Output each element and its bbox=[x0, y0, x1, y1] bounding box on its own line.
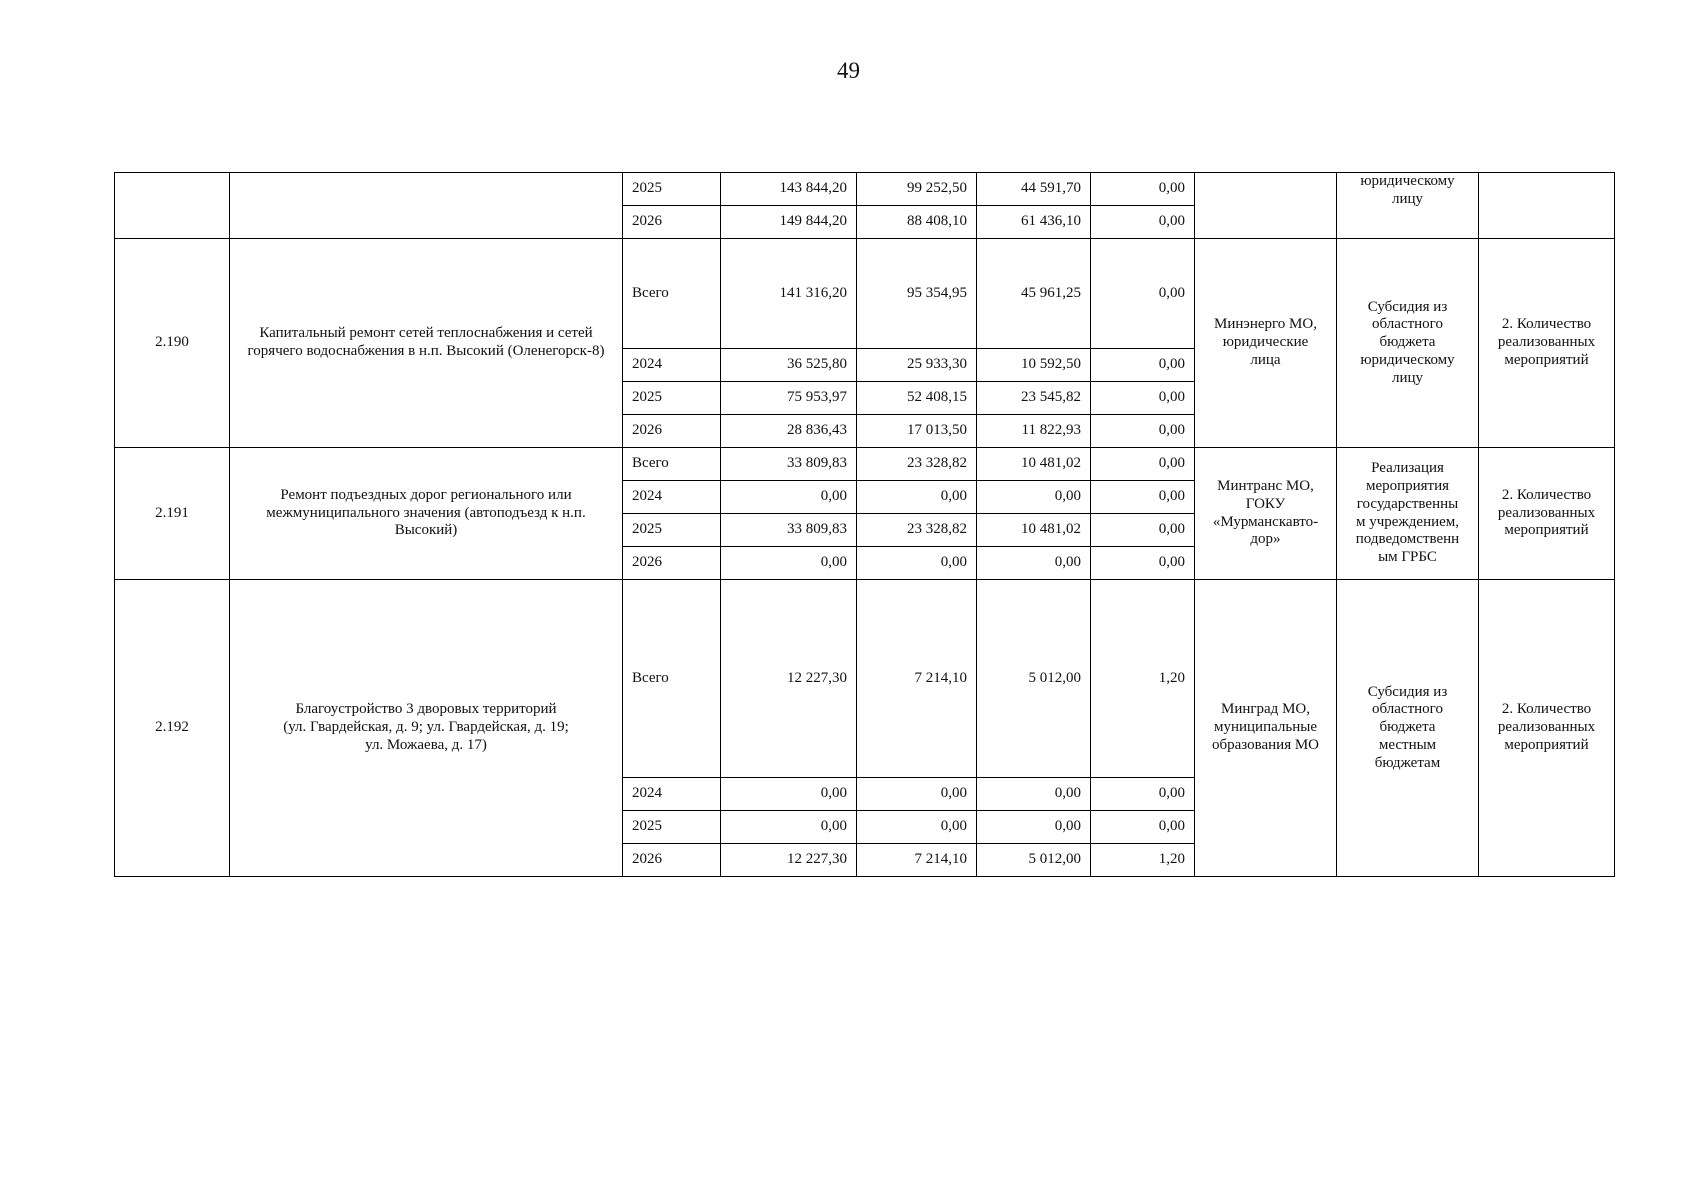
amount-cell: 5 012,00 bbox=[977, 580, 1091, 778]
amount-cell: 0,00 bbox=[977, 778, 1091, 811]
table-row bbox=[115, 239, 1615, 349]
funding-form-cell: Реализация мероприятия государственны м учреждением, подведомственн ым ГРБС bbox=[1337, 448, 1479, 580]
total-amount-cell: 12 227,30 bbox=[721, 580, 857, 778]
table-row bbox=[115, 580, 1615, 778]
indicator-cell: 2. Количество реализованных мероприятий bbox=[1479, 239, 1615, 448]
amount-cell: 0,00 bbox=[857, 481, 977, 514]
year-cell: 2026 bbox=[623, 844, 721, 877]
item-name-cell: Благоустройство 3 дворовых территорий (ул. Гвардейская, д. 9; ул. Гвардейская, д. 19; ул. Можаева, д. 17) bbox=[230, 580, 623, 877]
year-cell: 2025 bbox=[623, 382, 721, 415]
executor-cell bbox=[1195, 173, 1337, 239]
amount-cell: 1,20 bbox=[1091, 580, 1195, 778]
amount-cell: 0,00 bbox=[977, 481, 1091, 514]
item-number-cell: 2.190 bbox=[115, 239, 230, 448]
amount-cell: 7 214,10 bbox=[857, 580, 977, 778]
amount-cell: 10 481,02 bbox=[977, 448, 1091, 481]
executor-cell: Минград МО, муниципальные образования МО bbox=[1195, 580, 1337, 877]
table-row bbox=[115, 173, 1615, 206]
year-cell: 2024 bbox=[623, 778, 721, 811]
total-amount-cell: 143 844,20 bbox=[721, 173, 857, 206]
total-amount-cell: 0,00 bbox=[721, 481, 857, 514]
total-amount-cell: 0,00 bbox=[721, 811, 857, 844]
amount-cell: 0,00 bbox=[1091, 811, 1195, 844]
total-amount-cell: 0,00 bbox=[721, 778, 857, 811]
year-cell: 2024 bbox=[623, 349, 721, 382]
amount-cell: 1,20 bbox=[1091, 844, 1195, 877]
page-number: 49 bbox=[837, 58, 860, 83]
amount-cell: 88 408,10 bbox=[857, 206, 977, 239]
amount-cell: 10 592,50 bbox=[977, 349, 1091, 382]
amount-cell: 0,00 bbox=[1091, 173, 1195, 206]
total-amount-cell: 149 844,20 bbox=[721, 206, 857, 239]
year-cell: 2024 bbox=[623, 481, 721, 514]
executor-cell: Минэнерго МО, юридические лица bbox=[1195, 239, 1337, 448]
amount-cell: 0,00 bbox=[1091, 239, 1195, 349]
amount-cell: 23 545,82 bbox=[977, 382, 1091, 415]
funding-form-cell: Субсидия из областного бюджета местным бюджетам bbox=[1337, 580, 1479, 877]
item-name-cell: Ремонт подъездных дорог регионального или межмуниципального значения (автоподъезд к н.п. Высокий) bbox=[230, 448, 623, 580]
year-cell: 2025 bbox=[623, 173, 721, 206]
funding-form-cell: Субсидия из областного бюджета юридическому лицу bbox=[1337, 239, 1479, 448]
amount-cell: 0,00 bbox=[1091, 514, 1195, 547]
year-cell: 2026 bbox=[623, 206, 721, 239]
amount-cell: 99 252,50 bbox=[857, 173, 977, 206]
amount-cell: 0,00 bbox=[857, 547, 977, 580]
amount-cell: 10 481,02 bbox=[977, 514, 1091, 547]
amount-cell: 44 591,70 bbox=[977, 173, 1091, 206]
amount-cell: 0,00 bbox=[1091, 448, 1195, 481]
amount-cell: 45 961,25 bbox=[977, 239, 1091, 349]
amount-cell: 61 436,10 bbox=[977, 206, 1091, 239]
year-cell: 2025 bbox=[623, 811, 721, 844]
item-name-cell: Капитальный ремонт сетей теплоснабжения и сетей горячего водоснабжения в н.п. Высокий (Оленегорск-8) bbox=[230, 239, 623, 448]
total-amount-cell: 0,00 bbox=[721, 547, 857, 580]
amount-cell: 5 012,00 bbox=[977, 844, 1091, 877]
item-number-cell: 2.192 bbox=[115, 580, 230, 877]
amount-cell: 23 328,82 bbox=[857, 514, 977, 547]
funding-form-cell: юридическому лицу bbox=[1337, 173, 1479, 239]
amount-cell: 0,00 bbox=[1091, 547, 1195, 580]
amount-cell: 52 408,15 bbox=[857, 382, 977, 415]
total-amount-cell: 75 953,97 bbox=[721, 382, 857, 415]
item-name-cell bbox=[230, 173, 623, 239]
amount-cell: 0,00 bbox=[1091, 415, 1195, 448]
amount-cell: 0,00 bbox=[977, 811, 1091, 844]
amount-cell: 11 822,93 bbox=[977, 415, 1091, 448]
year-cell: 2025 bbox=[623, 514, 721, 547]
year-cell: Всего bbox=[623, 448, 721, 481]
year-cell: Всего bbox=[623, 239, 721, 349]
amount-cell: 7 214,10 bbox=[857, 844, 977, 877]
total-amount-cell: 141 316,20 bbox=[721, 239, 857, 349]
amount-cell: 0,00 bbox=[857, 778, 977, 811]
amount-cell: 25 933,30 bbox=[857, 349, 977, 382]
amount-cell: 0,00 bbox=[1091, 481, 1195, 514]
budget-table bbox=[114, 172, 1615, 877]
item-number-cell bbox=[115, 173, 230, 239]
item-number-cell: 2.191 bbox=[115, 448, 230, 580]
amount-cell: 95 354,95 bbox=[857, 239, 977, 349]
indicator-cell: 2. Количество реализованных мероприятий bbox=[1479, 580, 1615, 877]
total-amount-cell: 12 227,30 bbox=[721, 844, 857, 877]
total-amount-cell: 33 809,83 bbox=[721, 514, 857, 547]
year-cell: 2026 bbox=[623, 415, 721, 448]
amount-cell: 23 328,82 bbox=[857, 448, 977, 481]
amount-cell: 0,00 bbox=[857, 811, 977, 844]
total-amount-cell: 33 809,83 bbox=[721, 448, 857, 481]
indicator-cell bbox=[1479, 173, 1615, 239]
amount-cell: 0,00 bbox=[1091, 382, 1195, 415]
total-amount-cell: 36 525,80 bbox=[721, 349, 857, 382]
amount-cell: 0,00 bbox=[1091, 778, 1195, 811]
total-amount-cell: 28 836,43 bbox=[721, 415, 857, 448]
amount-cell: 17 013,50 bbox=[857, 415, 977, 448]
year-cell: 2026 bbox=[623, 547, 721, 580]
amount-cell: 0,00 bbox=[1091, 349, 1195, 382]
executor-cell: Минтранс МО, ГОКУ «Мурманскавто- дор» bbox=[1195, 448, 1337, 580]
year-cell: Всего bbox=[623, 580, 721, 778]
table-row bbox=[115, 448, 1615, 481]
amount-cell: 0,00 bbox=[977, 547, 1091, 580]
amount-cell: 0,00 bbox=[1091, 206, 1195, 239]
indicator-cell: 2. Количество реализованных мероприятий bbox=[1479, 448, 1615, 580]
